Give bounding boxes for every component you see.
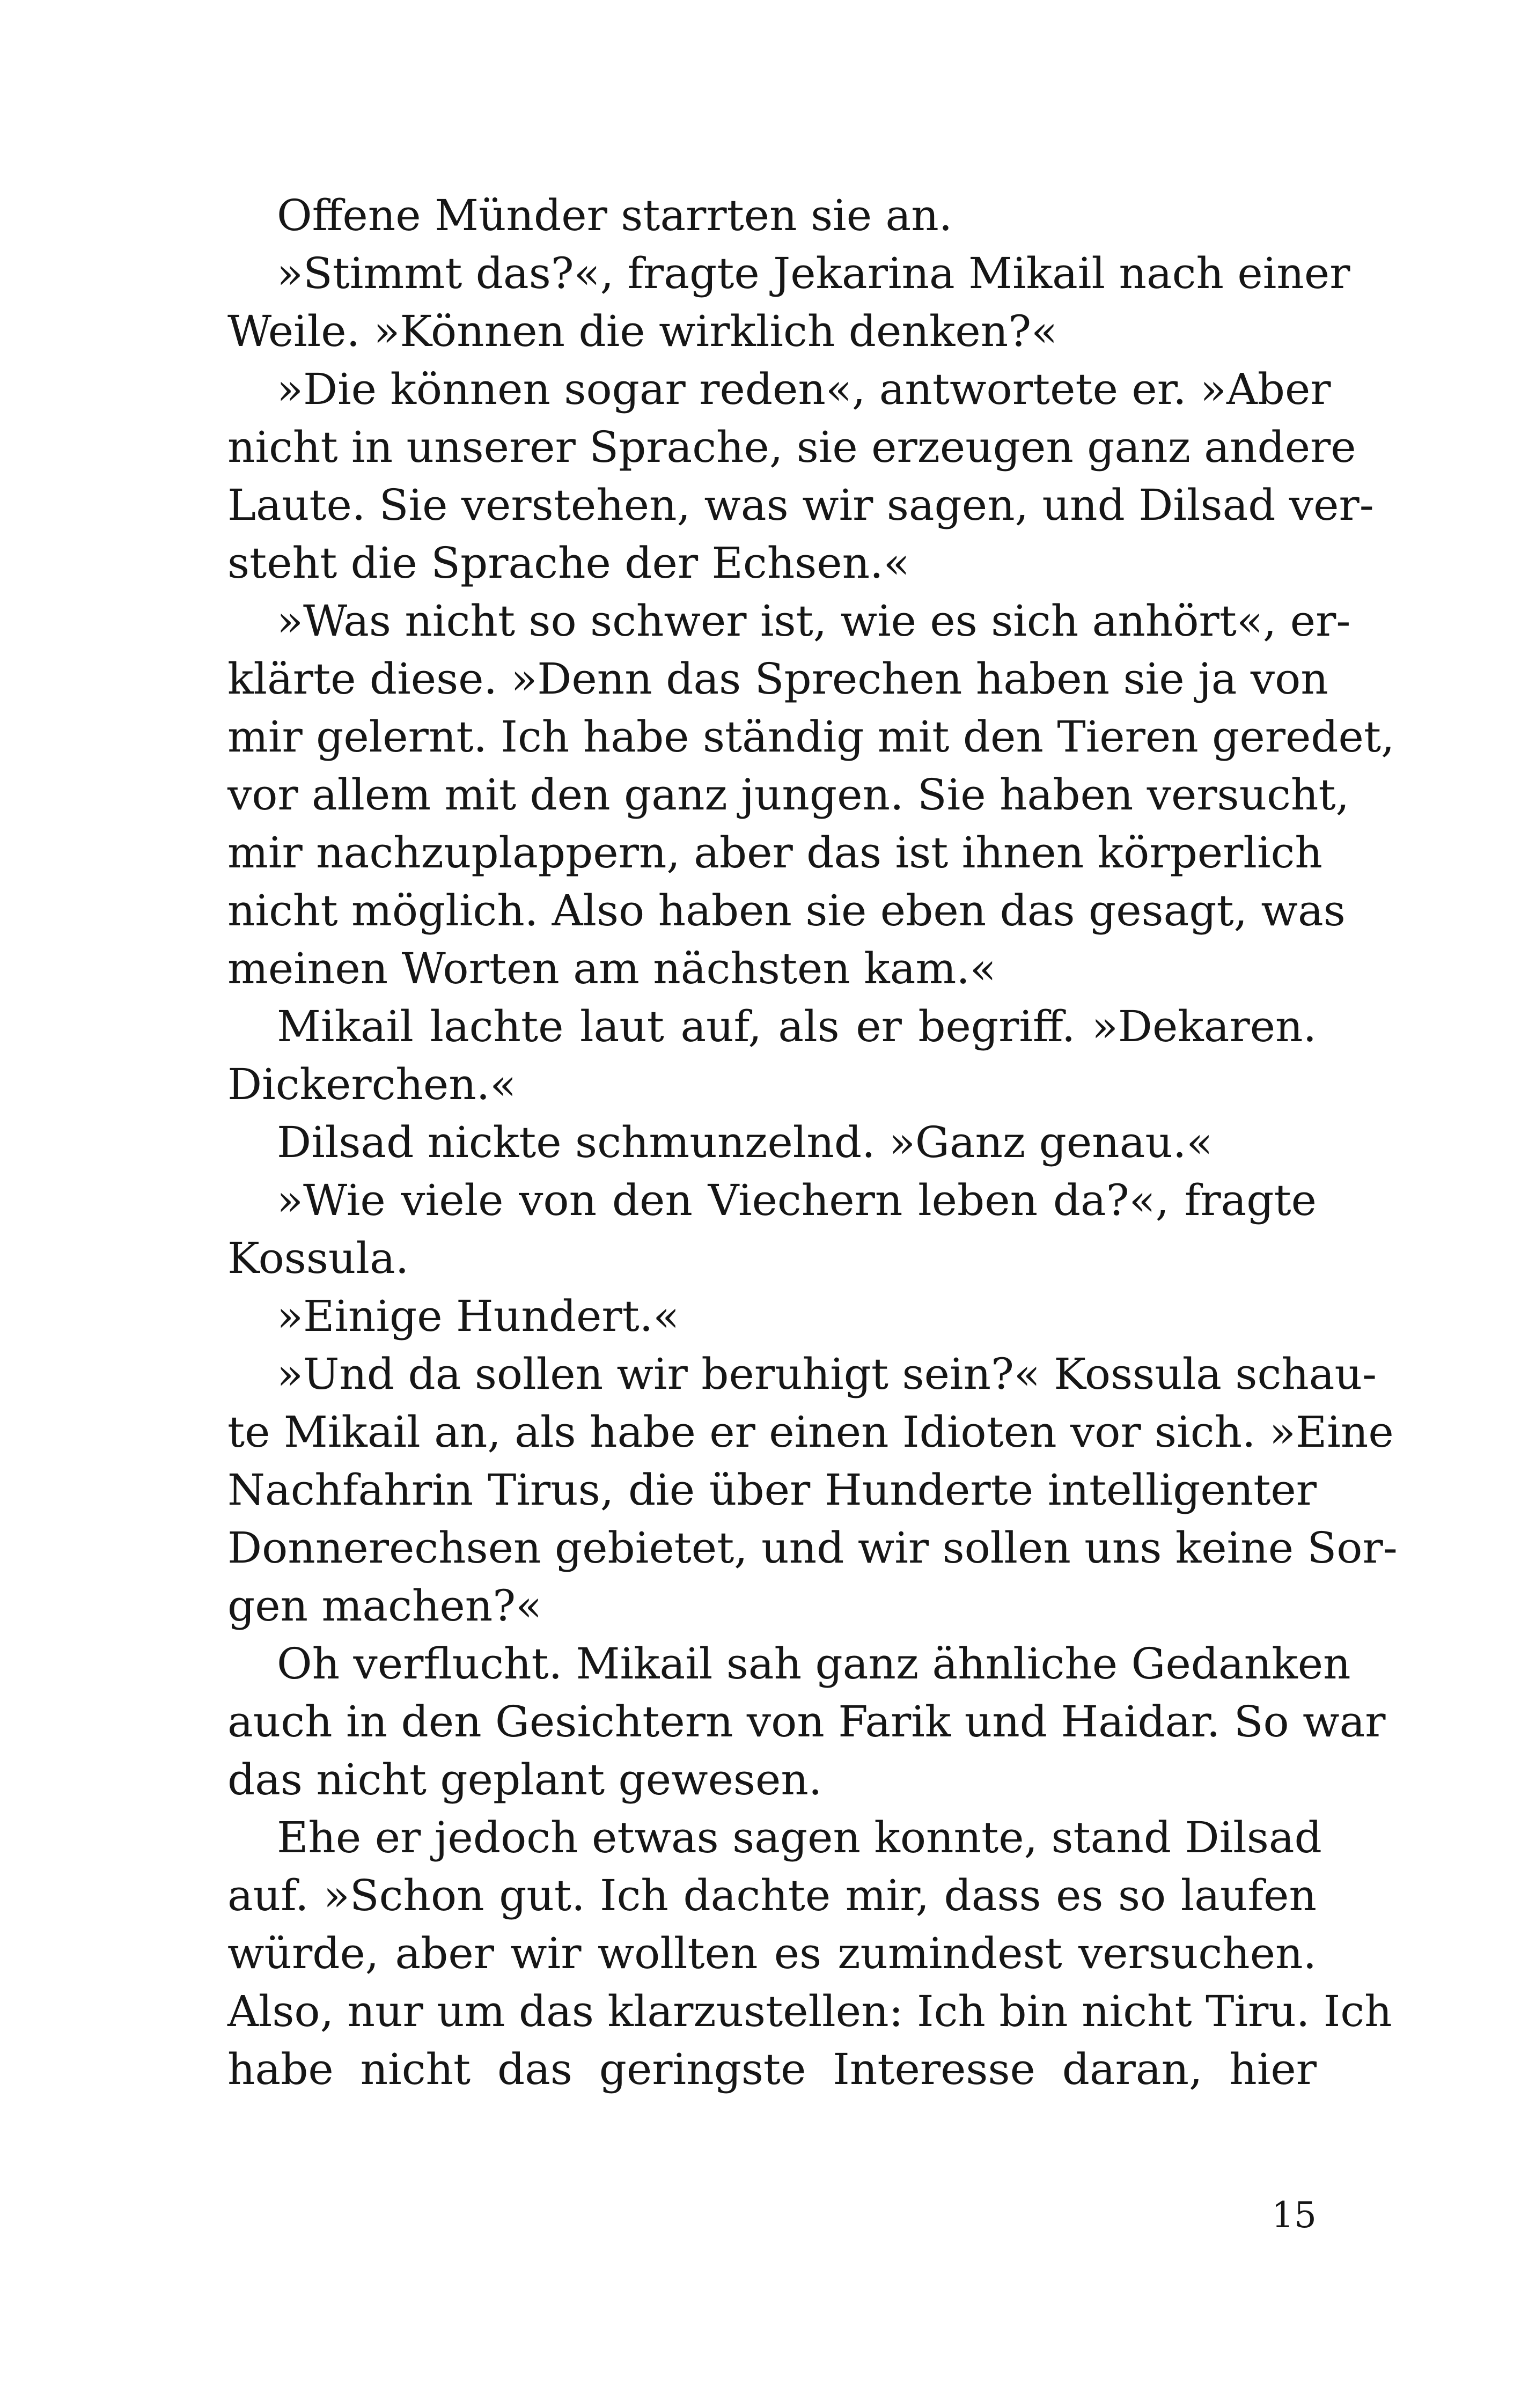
text-line: Kossula. xyxy=(227,1233,409,1283)
text-line: »Stimmt das?«, fragte Jekarina Mikail nach einer xyxy=(277,248,1350,298)
text-line: Offene Münder starrten sie an. xyxy=(277,190,953,240)
page-number: 15 xyxy=(1272,2195,1317,2236)
text-line: auf. »Schon gut. Ich dachte mir, dass es so laufen xyxy=(227,1871,1317,1920)
text-line: mir gelernt. Ich habe ständig mit den Tieren geredet, xyxy=(227,712,1395,762)
text-line: »Und da sollen wir beruhigt sein?« Kossula schau- xyxy=(277,1349,1377,1399)
text-line: auch in den Gesichtern von Farik und Haidar. So war xyxy=(227,1697,1386,1747)
text-line: »Die können sogar reden«, antwortete er. »Aber xyxy=(277,364,1331,414)
text-line: te Mikail an, als habe er einen Idioten vor sich. »Eine xyxy=(227,1407,1394,1457)
text-line: habe nicht das geringste Interesse daran, hier xyxy=(227,2044,1317,2094)
text-line: klärte diese. »Denn das Sprechen haben sie ja von xyxy=(227,654,1328,704)
text-line: mir nachzuplappern, aber das ist ihnen körperlich xyxy=(227,828,1322,878)
text-line: gen machen?« xyxy=(227,1581,542,1631)
text-line: Dickerchen.« xyxy=(227,1059,517,1109)
text-line: steht die Sprache der Echsen.« xyxy=(227,538,910,588)
text-line: »Einige Hundert.« xyxy=(277,1291,680,1341)
text-line: Mikail lachte laut auf, als er begriff. »Dekaren. xyxy=(277,1002,1317,1051)
text-line: nicht möglich. Also haben sie eben das gesagt, was xyxy=(227,886,1346,936)
text-line: Oh verflucht. Mikail sah ganz ähnliche Gedanken xyxy=(277,1639,1351,1689)
body-text xyxy=(227,187,1398,2098)
text-line: vor allem mit den ganz jungen. Sie haben versucht, xyxy=(227,770,1350,820)
text-line: nicht in unserer Sprache, sie erzeugen ganz andere xyxy=(227,422,1356,472)
text-line: »Wie viele von den Viechern leben da?«, fragte xyxy=(277,1175,1317,1225)
text-line: Nachfahrin Tirus, die über Hunderte intelligenter xyxy=(227,1465,1317,1515)
text-line: Also, nur um das klarzustellen: Ich bin nicht Tiru. Ich xyxy=(227,1986,1392,2036)
text-line: das nicht geplant gewesen. xyxy=(227,1755,822,1805)
text-line: Weile. »Können die wirklich denken?« xyxy=(227,306,1058,356)
text-line: würde, aber wir wollten es zumindest versuchen. xyxy=(227,1928,1317,1978)
text-line: »Was nicht so schwer ist, wie es sich anhört«, er- xyxy=(277,596,1351,646)
text-line: Donnerechsen gebietet, und wir sollen uns keine Sor- xyxy=(227,1523,1398,1573)
text-line: meinen Worten am nächsten kam.« xyxy=(227,944,996,993)
text-line: Dilsad nickte schmunzelnd. »Ganz genau.« xyxy=(277,1117,1213,1167)
text-line: Laute. Sie verstehen, was wir sagen, und Dilsad ver- xyxy=(227,480,1374,530)
text-line: Ehe er jedoch etwas sagen konnte, stand Dilsad xyxy=(277,1813,1322,1862)
